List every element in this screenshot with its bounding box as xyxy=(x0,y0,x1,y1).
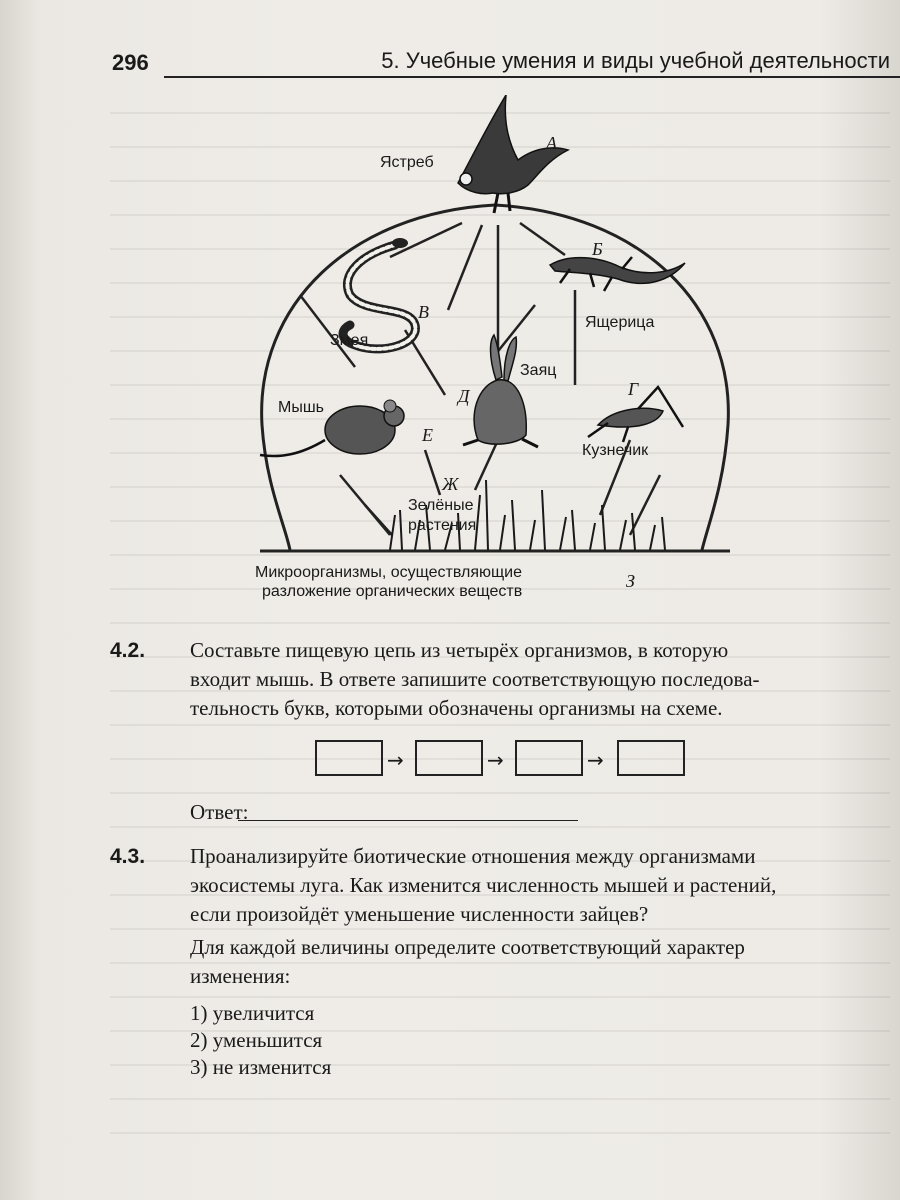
task-line: тельность букв, которыми обозначены организмы на схеме. xyxy=(190,696,723,720)
letter-a: А xyxy=(546,133,557,153)
answer-label: Ответ: xyxy=(190,800,249,824)
answer-line[interactable] xyxy=(238,820,578,821)
task-text xyxy=(190,842,900,991)
lizard-icon xyxy=(550,257,685,291)
task-line: Составьте пищевую цепь из четырёх организмов, в которую xyxy=(190,638,729,662)
letter-z: З xyxy=(626,571,635,591)
label-micro-2: разложение органических веществ xyxy=(262,583,523,600)
answer-box-3[interactable] xyxy=(515,740,583,776)
option-item: 2) уменьшится xyxy=(190,1028,323,1052)
page-number: 296 xyxy=(112,50,149,75)
arrow-icon: → xyxy=(587,748,604,772)
answer-box-2[interactable] xyxy=(415,740,483,776)
task-text xyxy=(190,636,900,723)
letter-d: Д xyxy=(458,386,470,406)
arrow-icon: → xyxy=(487,748,504,772)
task-line: если произойдёт уменьшение численности зайцев? xyxy=(190,902,649,926)
label-micro-1: Микроорганизмы, осуществляющие xyxy=(255,564,522,581)
grass-icon xyxy=(390,480,665,550)
task-line: изменения: xyxy=(190,964,291,988)
task-number: 4.2. xyxy=(110,639,146,662)
option-item: 1) увеличится xyxy=(190,1001,315,1025)
running-head xyxy=(108,44,900,84)
label-plants-1: Зелёные xyxy=(408,497,474,514)
section-title: 5. Учебные умения и виды учебной деятельности xyxy=(381,48,890,73)
task-line: Для каждой величины определите соответствующий характер xyxy=(190,935,745,959)
label-mouse: Мышь xyxy=(278,399,324,416)
food-web-svg xyxy=(230,95,750,615)
hawk-icon xyxy=(458,95,568,213)
label-snake: Змея xyxy=(330,332,369,349)
letter-b: Б xyxy=(592,239,603,259)
label-hawk: Ястреб xyxy=(380,154,434,171)
options-list xyxy=(190,1000,331,1081)
task-line: входит мышь. В ответе запишите соответствующую последова- xyxy=(190,667,760,691)
answer-box-1[interactable] xyxy=(315,740,383,776)
answer-box-4[interactable] xyxy=(617,740,685,776)
label-lizard: Ящерица xyxy=(585,314,655,331)
letter-g: Г xyxy=(628,379,639,399)
letter-v: В xyxy=(418,302,429,322)
arrow-icon: → xyxy=(387,748,404,772)
header-rule xyxy=(164,76,900,78)
letter-zh: Ж xyxy=(442,474,459,494)
label-grasshopper: Кузнечик xyxy=(582,442,649,459)
label-plants-2: растения xyxy=(408,517,477,534)
option-item: 3) не изменится xyxy=(190,1055,332,1079)
task-line: экосистемы луга. Как изменится численность мышей и растений, xyxy=(190,873,777,897)
label-hare: Заяц xyxy=(520,362,557,379)
task-line: Проанализируйте биотические отношения между организмами xyxy=(190,844,756,868)
hare-icon xyxy=(463,335,538,447)
letter-e: Е xyxy=(422,425,433,445)
task-number: 4.3. xyxy=(110,845,146,868)
food-web-diagram xyxy=(230,95,750,615)
